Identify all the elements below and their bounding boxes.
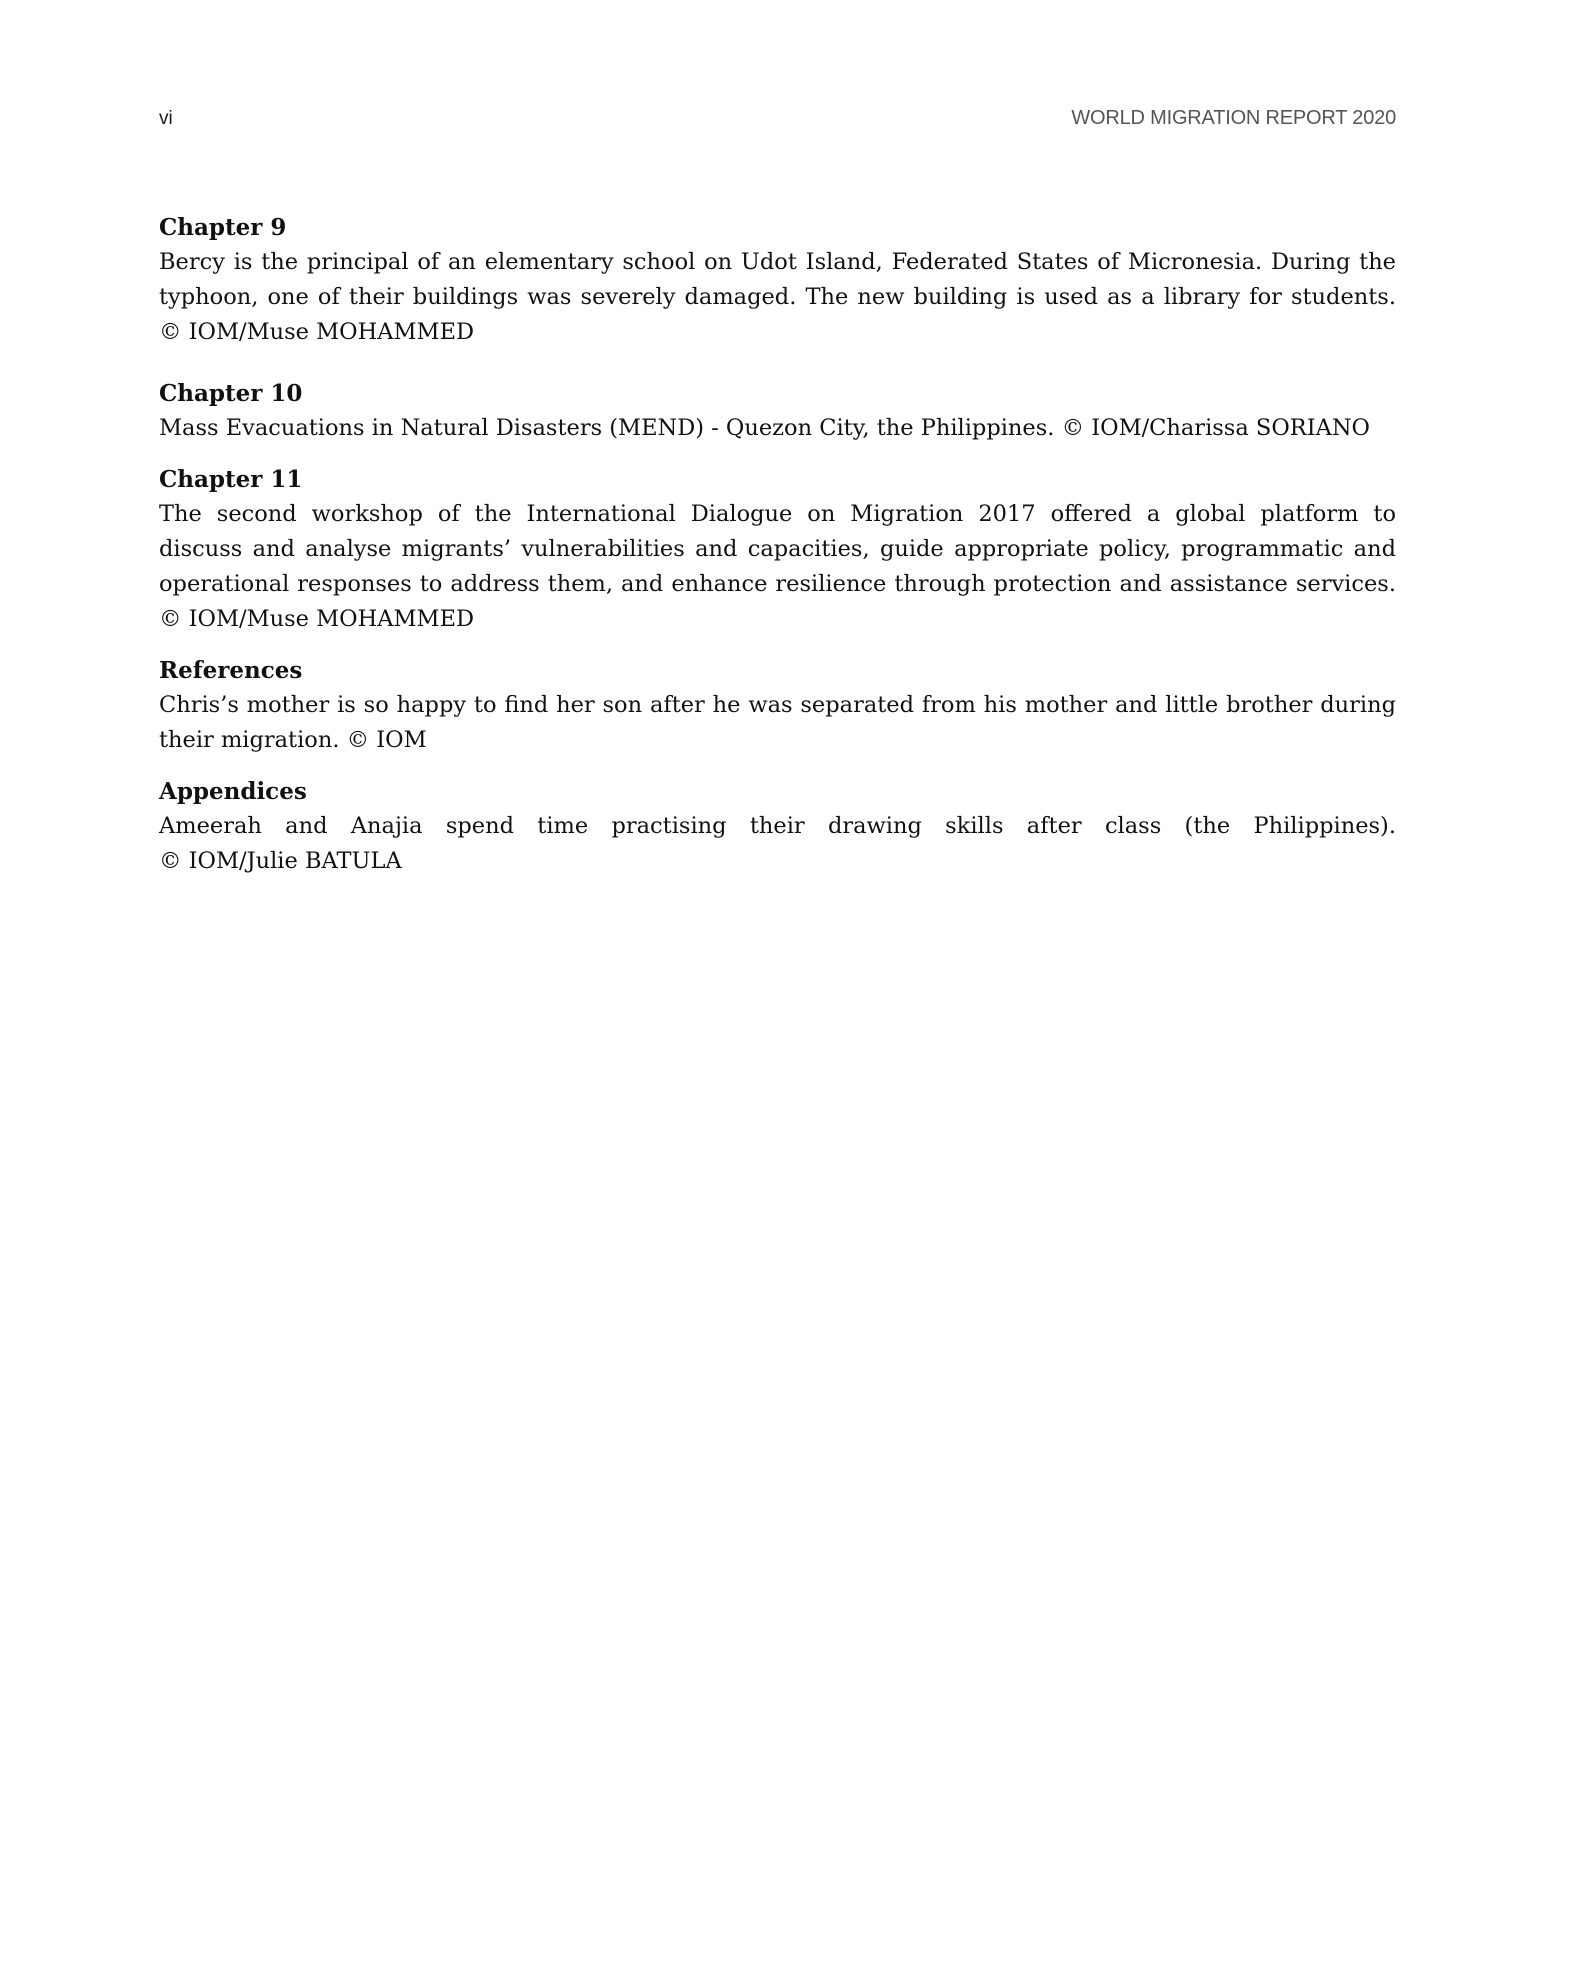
caption-line: Ameerah and Anajia spend time practising their drawing skills after class (the Philippines).	[159, 813, 1396, 839]
photo-credits-list	[159, 210, 1396, 879]
section-heading: References	[159, 657, 303, 684]
caption-line: discuss and analyse migrants’ vulnerabilities and capacities, guide appropriate policy, programmatic and	[159, 536, 1396, 562]
section-chapter-9	[159, 210, 1396, 350]
caption-line: their migration. © IOM	[159, 727, 427, 753]
section-caption	[159, 688, 1396, 758]
page-number: vi	[159, 108, 173, 129]
caption-line: typhoon, one of their buildings was severely damaged. The new building is used as a library for students.	[159, 284, 1396, 310]
caption-line: operational responses to address them, and enhance resilience through protection and assistance services.	[159, 571, 1396, 597]
section-heading: Chapter 9	[159, 214, 287, 241]
section-caption	[159, 245, 1396, 350]
caption-line: © IOM/Muse MOHAMMED	[159, 319, 475, 345]
caption-line: Bercy is the principal of an elementary school on Udot Island, Federated States of Micronesia. During the	[159, 249, 1396, 275]
caption-line: Chris’s mother is so happy to find her son after he was separated from his mother and little brother during	[159, 692, 1396, 718]
running-header-title: WORLD MIGRATION REPORT 2020	[1071, 107, 1396, 129]
section-chapter-11	[159, 462, 1396, 637]
caption-line: © IOM/Julie BATULA	[159, 848, 402, 874]
section-appendices	[159, 774, 1396, 879]
section-caption	[159, 411, 1396, 446]
section-heading: Appendices	[159, 778, 307, 805]
caption-line: The second workshop of the International Dialogue on Migration 2017 offered a global platform to	[159, 501, 1396, 527]
section-references	[159, 653, 1396, 758]
section-caption	[159, 809, 1396, 879]
caption-line: © IOM/Muse MOHAMMED	[159, 606, 475, 632]
caption-line: Mass Evacuations in Natural Disasters (MEND) - Quezon City, the Philippines. © IOM/Charissa SORIANO	[159, 415, 1370, 441]
section-caption	[159, 497, 1396, 637]
section-chapter-10	[159, 376, 1396, 446]
section-heading: Chapter 11	[159, 466, 303, 493]
section-heading: Chapter 10	[159, 380, 303, 407]
